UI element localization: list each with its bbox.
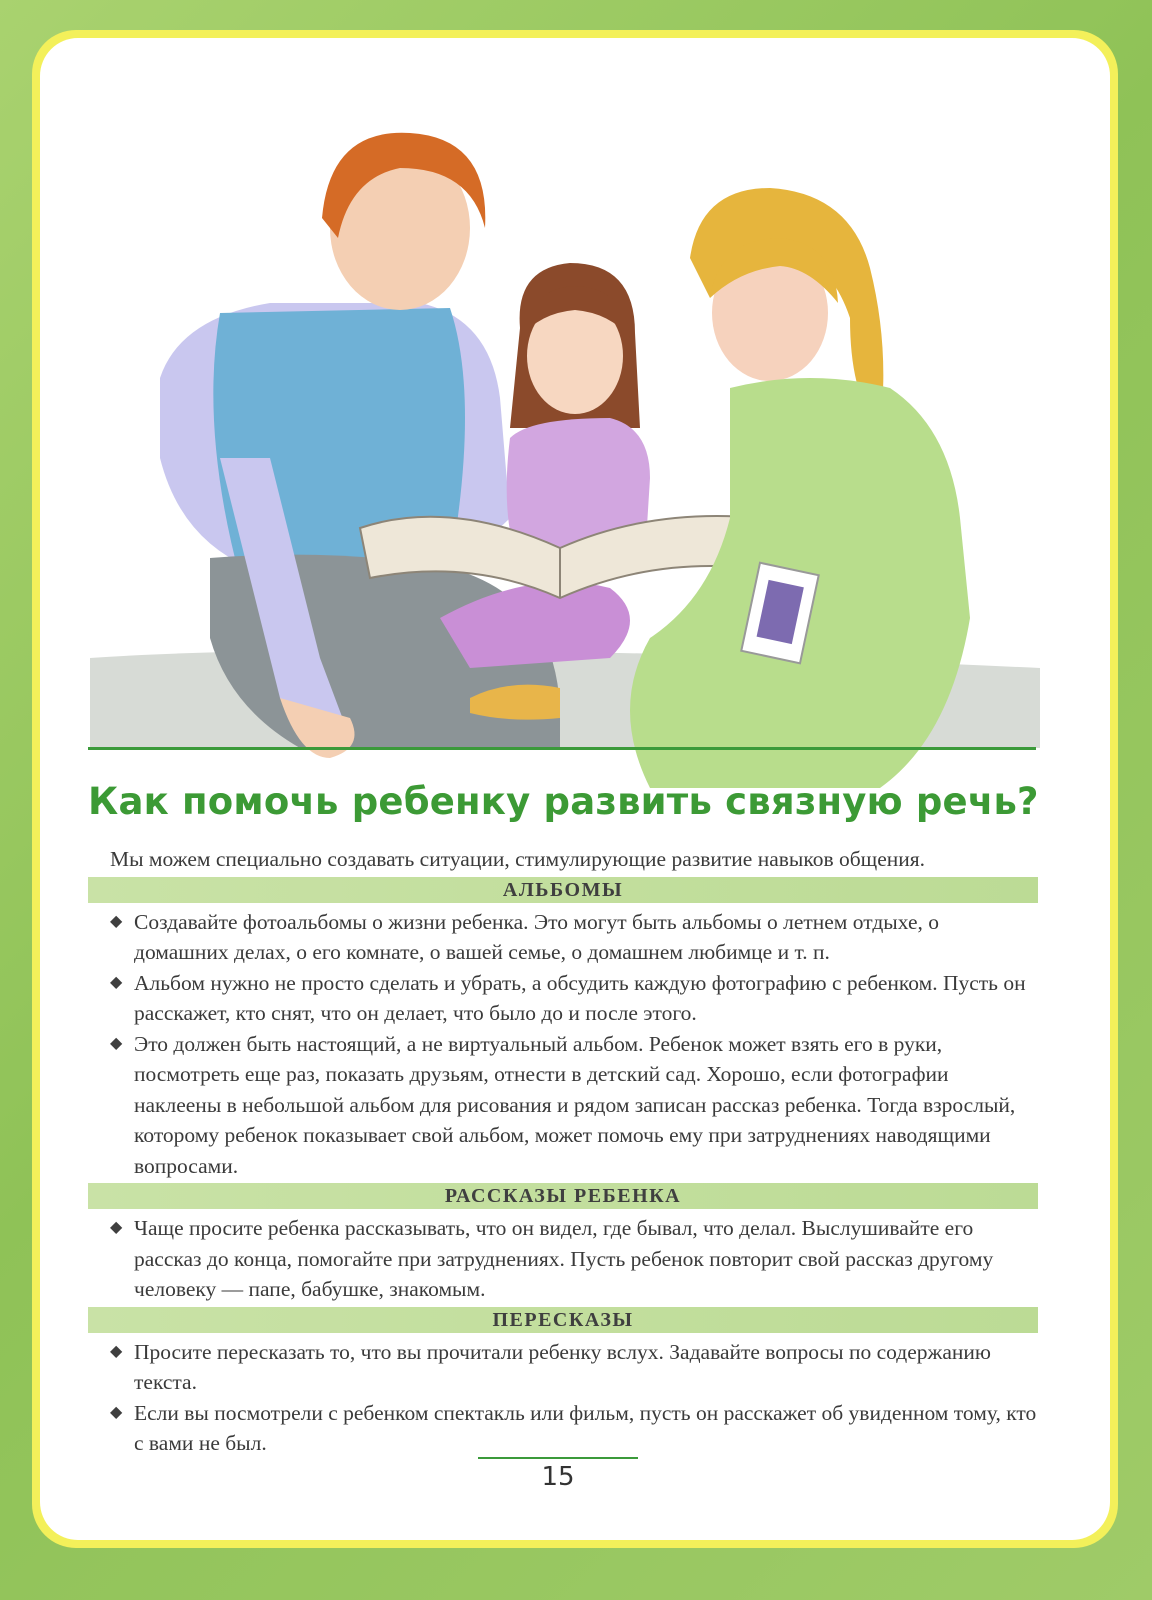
list-item: ◆ Это должен быть настоящий, а не виртуальный альбом. Ребенок может взять его в руки, посмотреть еще раз, показать друзьям, отнести в детский сад. Хорошо, если фотографии наклеены в небольшой альбом для рисования и рядом записан рассказ ребенка. Тогда взрослый, которому ребенок показывает свой альбом, может помочь ему при затруднениях наводящими вопросами. (88, 1029, 1038, 1182)
diamond-bullet-icon: ◆ (110, 973, 123, 991)
section-heading-retellings: ПЕРЕСКАЗЫ (88, 1307, 1038, 1333)
section-heading-child-stories: РАССКАЗЫ РЕБЕНКА (88, 1183, 1038, 1209)
section-heading-albums: АЛЬБОМЫ (88, 877, 1038, 903)
page-title: Как помочь ребенку развить связную речь? (88, 780, 1039, 823)
list-item: ◆ Если вы посмотрели с ребенком спектакль или фильм, пусть он расскажет об увиденном тому, кто с вами не был. (88, 1398, 1038, 1459)
family-reading-photo-album-illustration (90, 98, 1040, 788)
diamond-bullet-icon: ◆ (110, 1219, 123, 1236)
diamond-bullet-icon: ◆ (110, 1034, 123, 1052)
diamond-bullet-icon: ◆ (110, 1403, 123, 1421)
diamond-bullet-icon: ◆ (110, 912, 123, 930)
page-number: 15 (541, 1462, 575, 1492)
list-item: ◆ Создавайте фотоальбомы о жизни ребенка. Это могут быть альбомы о летнем отдыхе, о домашних делах, о его комнате, о вашей семье, о домашнем любимце и т. п. (88, 907, 1038, 968)
diamond-bullet-icon: ◆ (110, 1342, 123, 1360)
page (40, 38, 1110, 1540)
child-stories-list (88, 1213, 1038, 1305)
footer-rule (478, 1457, 638, 1459)
list-item: ◆ Просите пересказать то, что вы прочитали ребенку вслух. Задавайте вопросы по содержанию текста. (88, 1337, 1038, 1398)
intro-paragraph: Мы можем специально создавать ситуации, стимулирующие развитие навыков общения. (110, 847, 926, 871)
albums-list (88, 907, 1038, 1182)
list-item: ◆ Альбом нужно не просто сделать и убрать, а обсудить каждую фотографию с ребенком. Пусть он расскажет, кто снят, что он делает, что было до и после этого. (88, 968, 1038, 1029)
illustration-divider (88, 747, 1036, 750)
list-item: ◆ Чаще просите ребенка рассказывать, что он видел, где бывал, что делал. Выслушивайте его рассказ до конца, помогайте при затруднениях. Пусть ребенок повторит свой рассказ другому человеку — папе, бабушке, знакомым. (88, 1213, 1038, 1305)
article-body (88, 844, 1038, 1459)
mother-figure (630, 188, 970, 788)
retellings-list (88, 1337, 1038, 1459)
